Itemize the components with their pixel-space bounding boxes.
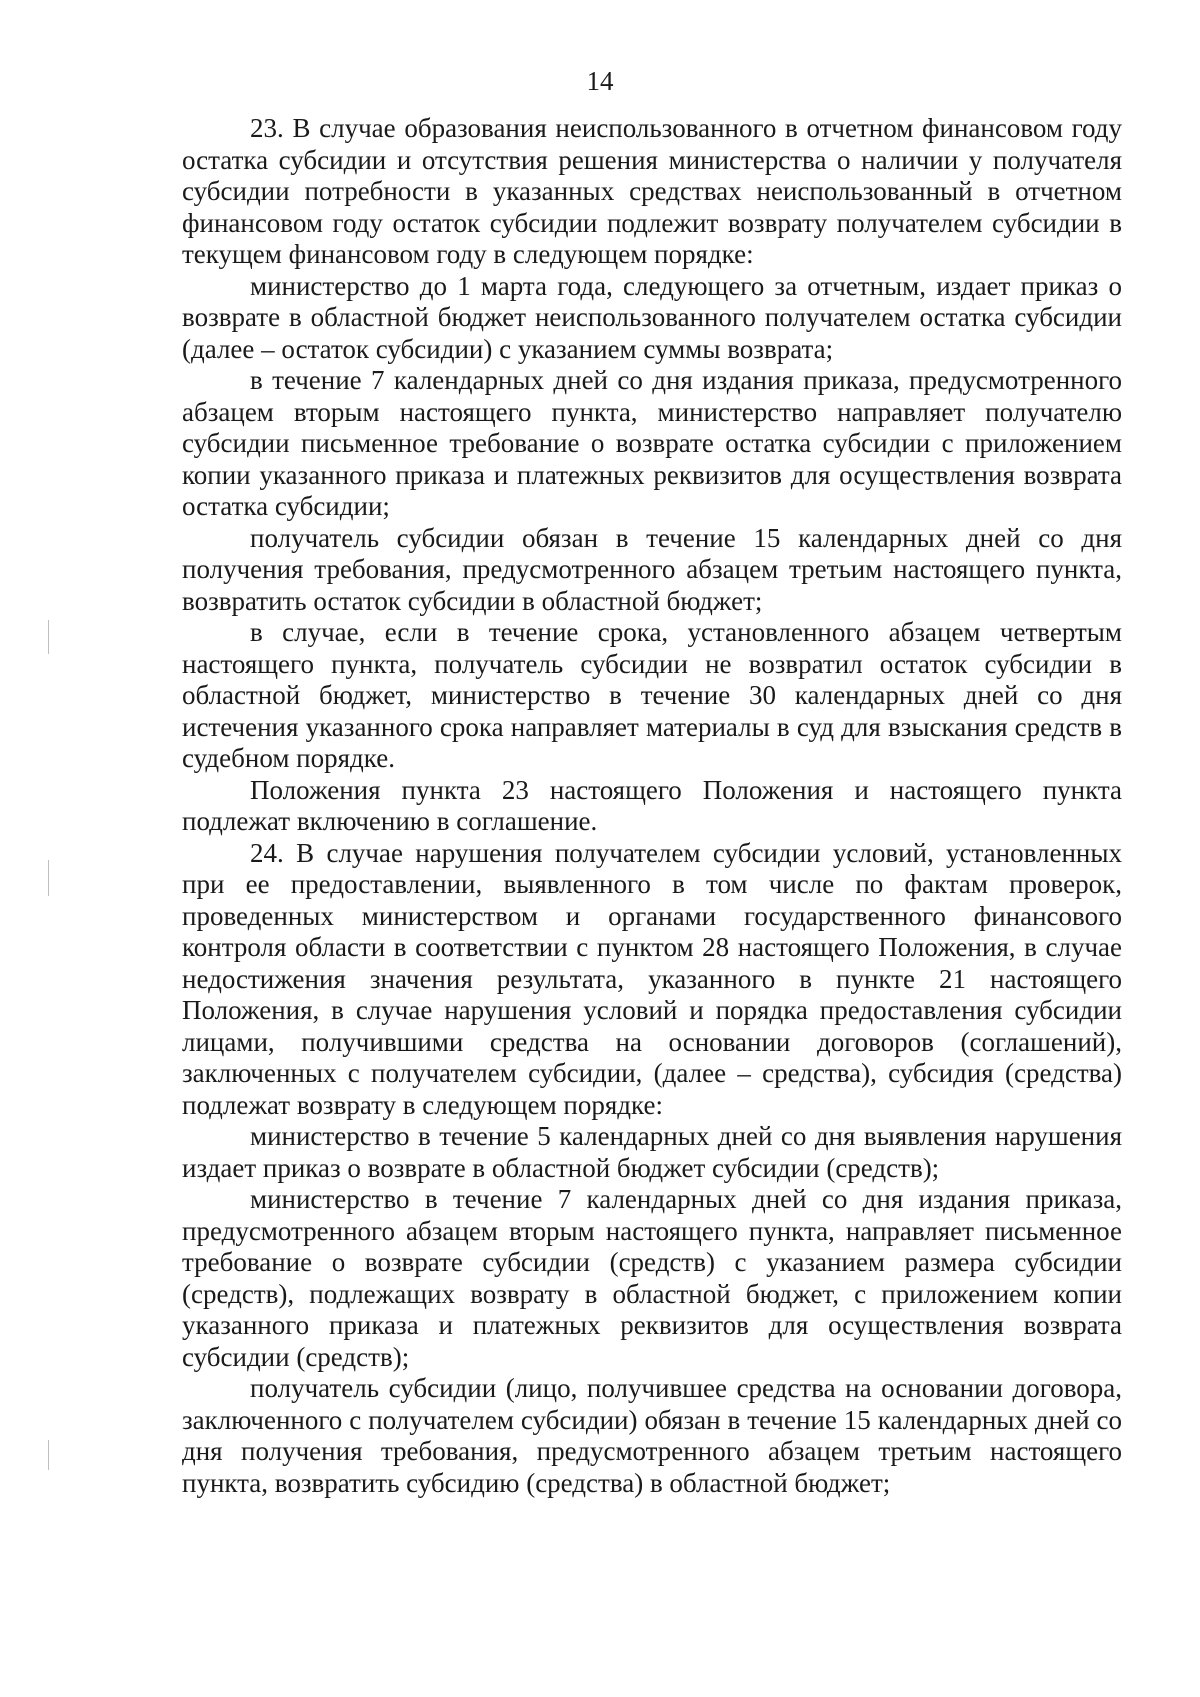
scan-margin-mark (48, 860, 49, 896)
page-number: 14 (586, 66, 614, 96)
scan-margin-mark (48, 620, 49, 654)
scan-margin-mark (48, 1440, 49, 1470)
paragraph-24-item-3: получатель субсидии (лицо, получившее средства на основании договора, заключенного с получателем субсидии) обязан в течение 15 календарных дней со дня получения требования, предусмотренного абзацем третьим настоящего пункта, возвратить субсидию (средства) в областной бюджет; (182, 1373, 1122, 1498)
paragraph-23-item-2: в течение 7 календарных дней со дня издания приказа, предусмотренного абзацем вторым настоящего пункта, министерство направляет получателю субсидии письменное требование о возврате остатка субсидии с приложением копии указанного приказа и платежных реквизитов для осуществления возврата остатка субсидии; (182, 365, 1122, 521)
paragraph-24-item-1: министерство в течение 5 календарных дней со дня выявления нарушения издает приказ о возврате в областной бюджет субсидии (средств); (182, 1121, 1122, 1183)
paragraph-24-item-2: министерство в течение 7 календарных дней со дня издания приказа, предусмотренного абзацем вторым настоящего пункта, направляет письменное требование о возврате субсидии (средств) с указанием размера субсидии (средств), подлежащих возврату в областной бюджет, с приложением копии указанного приказа и платежных реквизитов для осуществления возврата субсидии (средств); (182, 1184, 1122, 1372)
paragraph-23-item-4: в случае, если в течение срока, установленного абзацем четвертым настоящего пункта, получатель субсидии не возвратил остаток субсидии в областной бюджет, министерство в течение 30 календарных дней со дня истечения указанного срока направляет материалы в суд для взыскания средств в судебном порядке. (182, 617, 1122, 773)
paragraph-24: 24. В случае нарушения получателем субсидии условий, установленных при ее предоставлении, выявленного в том числе по фактам проверок, проведенных министерством и органами государственного финансового контроля области в соответствии с пунктом 28 настоящего Положения, в случае недостижения значения результата, указанного в пункте 21 настоящего Положения, в случае нарушения условий и порядка предоставления субсидии лицами, получившими средства на основании договоров (соглашений), заключенных с получателем субсидии, (далее – средства), субсидия (средства) подлежат возврату в следующем порядке: (182, 837, 1122, 1120)
paragraph-23-closing: Положения пункта 23 настоящего Положения и настоящего пункта подлежат включению в соглашение. (182, 774, 1122, 836)
document-body (182, 113, 1122, 1499)
paragraph-23-item-1: министерство до 1 марта года, следующего за отчетным, издает приказ о возврате в областной бюджет неиспользованного получателем остатка субсидии (далее – остаток субсидии) с указанием суммы возврата; (182, 270, 1122, 364)
paragraph-23: 23. В случае образования неиспользованного в отчетном финансовом году остатка субсидии и отсутствия решения министерства о наличии у получателя субсидии потребности в указанных средствах неиспользованный в отчетном финансовом году остаток субсидии подлежит возврату получателем субсидии в текущем финансовом году в следующем порядке: (182, 113, 1122, 269)
paragraph-23-item-3: получатель субсидии обязан в течение 15 календарных дней со дня получения требования, предусмотренного абзацем третьим настоящего пункта, возвратить остаток субсидии в областной бюджет; (182, 522, 1122, 616)
